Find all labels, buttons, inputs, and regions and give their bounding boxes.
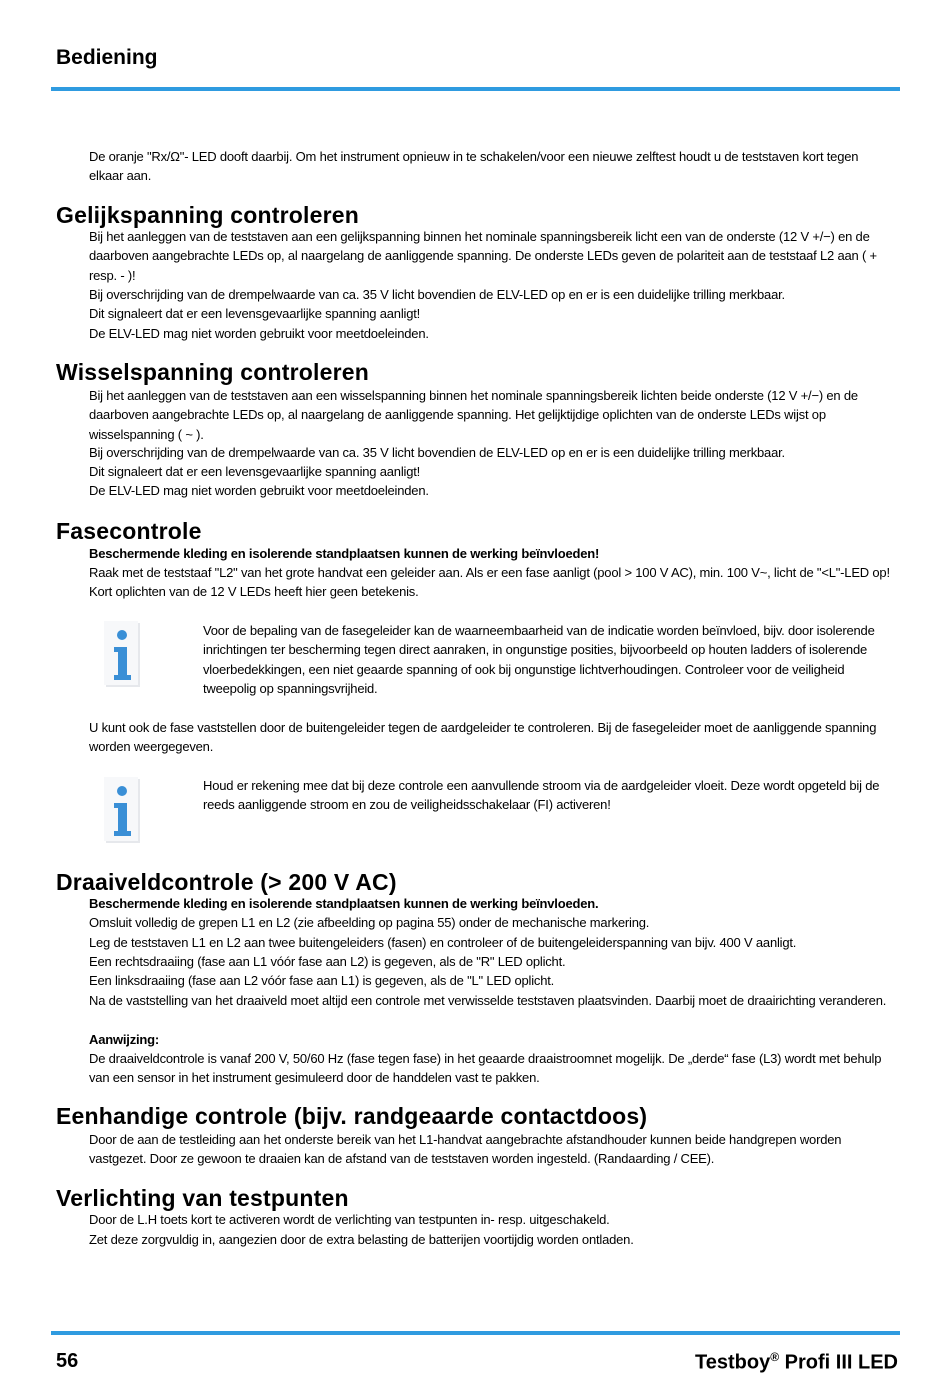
phase-note-1: Voor de bepaling van de fasegeleider kan de waarneembaarheid van de indicatie worden beïnvloed, bijv. door isolerende inrichtingen ter bescherming tegen direct aanraken, in ongunstige posities, bijvoorbeeld op houten ladders of isolerende vloerbedekkingen, een niet geaarde spanning of ook bij ongunstige lichtverhoudingen. Controleer voor de veiligheid tweepolig op spanningsvrijheid. (203, 623, 875, 696)
phase-paragraph-1: Raak met de teststaaf "L2" van het grote handvat een geleider aan. Als er een fase aanligt (pool > 100 V AC), min. 100 V~, licht de "<L"-LED op! Kort oplichten van de 12 V LEDs heeft hier geen betekenis. (89, 565, 890, 600)
section-title-rotation: Draaiveldcontrole (> 200 V AC) (56, 869, 397, 895)
onehand-paragraph-1: Door de aan de testleiding aan het onderste bereik van het L1-handvat aangebrachte afstandhouder kunnen beide handgrepen worden vastgezet. Door ze gewoon te draaien kan de afstand van de teststaven worden ingesteld. (Randaarding / CEE). (89, 1132, 842, 1167)
section-title-ac: Wisselspanning controleren (56, 359, 369, 385)
ac-paragraph-2: Bij overschrijding van de drempelwaarde van ca. 35 V licht bovendien de ELV-LED op en er is een duidelijke trilling merkbaar. (89, 445, 785, 460)
dc-paragraph-1: Bij het aanleggen van de teststaven aan een gelijkspanning binnen het nominale spanningsbereik licht een van de onderste (12 V +/−) en de daarboven aangebrachte LEDs op, al naargelang de aanliggende spanning. De onderste LEDs geven de polariteit aan de teststaaf L2 aan ( + resp. - )! (89, 229, 877, 283)
dc-paragraph-3: Dit signaleert dat er een levensgevaarlijke spanning aanligt! (89, 306, 421, 321)
product-model: Profi III LED (779, 1351, 898, 1374)
product-brand: Testboy (695, 1351, 771, 1374)
header-rule (51, 87, 900, 91)
dc-paragraph-4: De ELV-LED mag niet worden gebruikt voor meetdoeleinden. (89, 326, 429, 341)
info-icon (104, 621, 142, 689)
section-title-phase: Fasecontrole (56, 518, 202, 544)
rotation-paragraph-6: De draaiveldcontrole is vanaf 200 V, 50/60 Hz (fase tegen fase) in het geaarde draaistroomnet mogelijk. De „derde“ fase (L3) wordt met behulp van een sensor in het instrument gesimuleerd door de handdelen vast te pakken. (89, 1051, 882, 1086)
rotation-paragraph-5: Na de vaststelling van het draaiveld moet altijd een controle met verwisselde teststaven plaatsvinden. Daarbij moet de draairichting veranderen. (89, 993, 887, 1008)
page-header-title: Bediening (56, 46, 158, 69)
registered-mark: ® (770, 1350, 780, 1364)
light-paragraph-1: Door de L.H toets kort te activeren wordt de verlichting van testpunten in- resp. uitgeschakeld. (89, 1212, 610, 1227)
section-title-onehand: Eenhandige controle (bijv. randgeaarde contactdoos) (56, 1103, 648, 1129)
phase-warning: Beschermende kleding en isolerende standplaatsen kunnen de werking beïnvloeden! (89, 546, 600, 561)
info-icon (104, 777, 142, 845)
section-title-light: Verlichting van testpunten (56, 1185, 349, 1211)
footer-rule (51, 1331, 900, 1335)
page-number: 56 (56, 1350, 79, 1372)
section-title-dc: Gelijkspanning controleren (56, 202, 359, 228)
rotation-paragraph-1: Omsluit volledig de grepen L1 en L2 (zie afbeelding op pagina 55) onder de mechanische markering. (89, 915, 650, 930)
light-paragraph-2: Zet deze zorgvuldig in, aangezien door de extra belasting de batterijen voortijdig worden ontladen. (89, 1232, 634, 1247)
phase-note-2: Houd er rekening mee dat bij deze controle een aanvullende stroom via de aardgeleider vloeit. Deze wordt opgeteld bij de reeds aanliggende stroom en zou de veiligheidsschakelaar (FI) activeren! (203, 778, 880, 813)
phase-paragraph-2: U kunt ook de fase vaststellen door de buitengeleider tegen de aardgeleider te controleren. Bij de fasegeleider moet de aanliggende spanning worden weergegeven. (89, 720, 877, 755)
ac-paragraph-4: De ELV-LED mag niet worden gebruikt voor meetdoeleinden. (89, 483, 429, 498)
product-name (695, 1350, 898, 1375)
rotation-note-label: Aanwijzing: (89, 1032, 160, 1047)
dc-paragraph-2: Bij overschrijding van de drempelwaarde van ca. 35 V licht bovendien de ELV-LED op en er is een duidelijke trilling merkbaar. (89, 287, 785, 302)
rotation-paragraph-2: Leg de teststaven L1 en L2 aan twee buitengeleiders (fasen) en controleer of de buitengeleiderspanning van bijv. 400 V aanligt. (89, 935, 797, 950)
rotation-warning: Beschermende kleding en isolerende standplaatsen kunnen de werking beïnvloeden. (89, 896, 599, 911)
ac-paragraph-3: Dit signaleert dat er een levensgevaarlijke spanning aanligt! (89, 464, 421, 479)
rotation-paragraph-3: Een rechtsdraaiing (fase aan L1 vóór fase aan L2) is gegeven, als de "R" LED oplicht. (89, 954, 566, 969)
ac-paragraph-1: Bij het aanleggen van de teststaven aan een wisselspanning binnen het nominale spanningsbereik lichten beide onderste (12 V +/−) en de daarboven aangebrachte LEDs op, al naargelang de aanliggende spanning. Het gelijktijdige oplichten van de onderste LEDs wijst op wisselspanning ( ~ ). (89, 388, 858, 442)
rotation-paragraph-4: Een linksdraaiing (fase aan L2 vóór fase aan L1) is gegeven, als de "L" LED oplicht. (89, 973, 555, 988)
intro-paragraph: De oranje "Rx/Ω"- LED dooft daarbij. Om het instrument opnieuw in te schakelen/voor een nieuwe zelftest houdt u de teststaven kort tegen elkaar aan. (89, 149, 859, 184)
